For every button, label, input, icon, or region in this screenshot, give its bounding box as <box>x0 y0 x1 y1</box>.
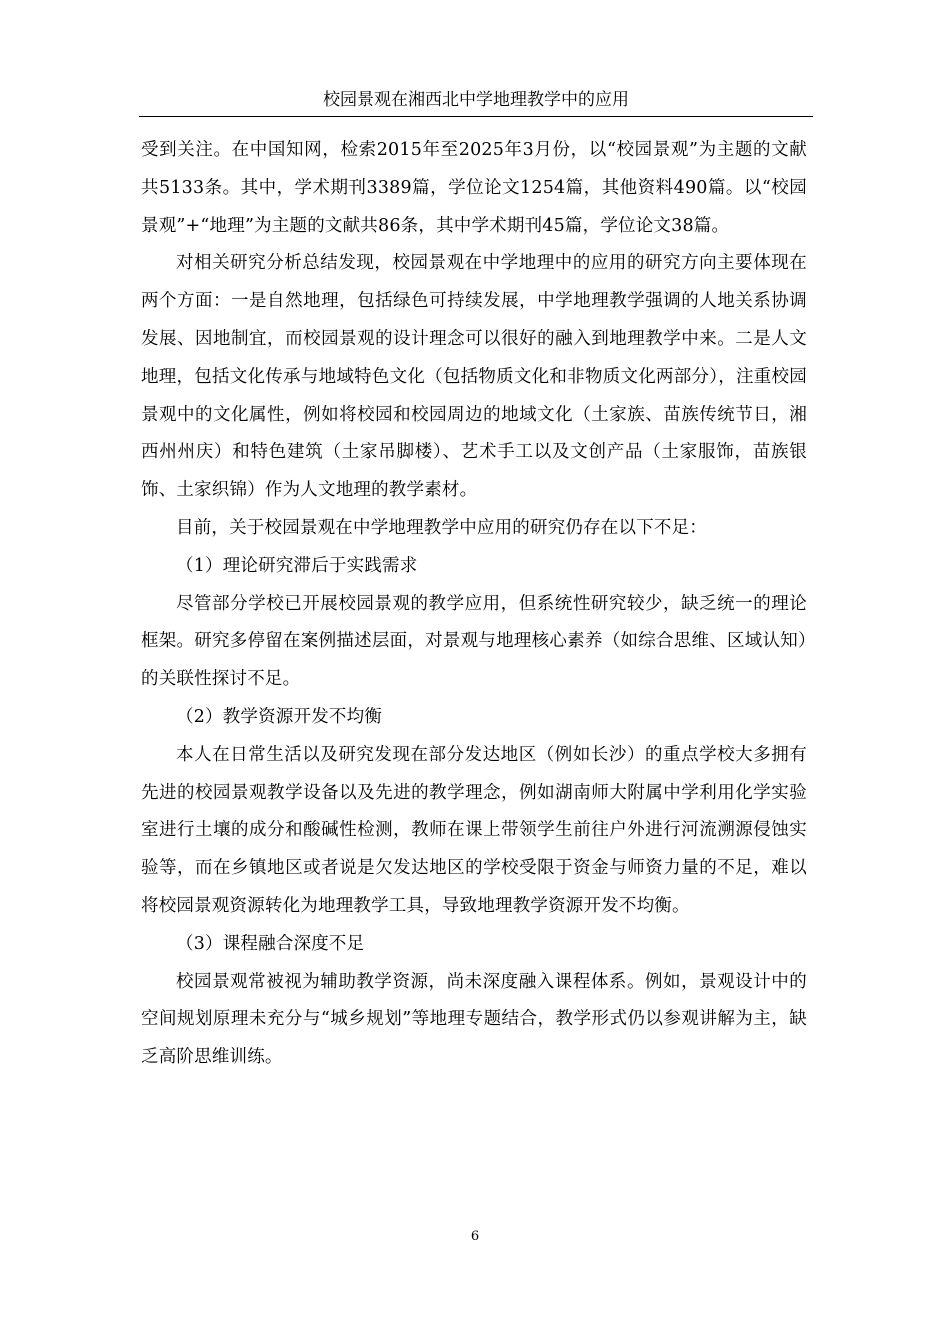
paragraph-continuation: 受到关注。在中国知网，检索2015年至2025年3月份，以“校园景观”为主题的文献共5133条。其中，学术期刊3389篇，学位论文1254篇，其他资料490篇。以“校园景观”+“地理”为主题的文献共86条，其中学术期刊45篇，学位论文38篇。 <box>141 140 807 236</box>
subheading-theory: （1）理论研究滞后于实践需求 <box>176 555 418 576</box>
running-header: 校园景观在湘西北中学地理教学中的应用 <box>323 90 629 110</box>
paragraph-shortcomings-intro: 目前，关于校园景观在中学地理教学中应用的研究仍存在以下不足： <box>176 517 707 538</box>
body-text <box>141 132 807 1077</box>
page-number: 6 <box>470 1229 480 1244</box>
paragraph-curriculum: 校园景观常被视为辅助教学资源，尚未深度融入课程体系。例如，景观设计中的空间规划原理未充分与“城乡规划”等地理专题结合，教学形式仍以参观讲解为主，缺乏高阶思维训练。 <box>141 971 807 1068</box>
paragraph-theory: 尽管部分学校已开展校园景观的教学应用，但系统性研究较少，缺乏统一的理论框架。研究多停留在案例描述层面，对景观与地理核心素养（如综合思维、区域认知）的关联性探讨不足。 <box>141 593 807 690</box>
paragraph-resources: 本人在日常生活以及研究发现在部分发达地区（例如长沙）的重点学校大多拥有先进的校园景观教学设备以及先进的教学理念，例如湖南师大附属中学利用化学实验室进行土壤的成分和酸碱性检测，教师在课上带领学生前往户外进行河流溯源侵蚀实验等，而在乡镇地区或者说是欠发达地区的学校受限于资金与师资力量的不足，难以将校园景观资源转化为地理教学工具，导致地理教学资源开发不均衡。 <box>141 744 807 916</box>
subheading-resources: （2）教学资源开发不均衡 <box>176 706 383 727</box>
subheading-curriculum: （3）课程融合深度不足 <box>176 933 365 954</box>
header-rule <box>139 116 813 117</box>
paragraph-research-directions: 对相关研究分析总结发现，校园景观在中学地理中的应用的研究方向主要体现在两个方面：一是自然地理，包括绿色可持续发展，中学地理教学强调的人地关系协调发展、因地制宜，而校园景观的设计理念可以很好的融入到地理教学中来。二是人文地理，包括文化传承与地域特色文化（包括物质文化和非物质文化两部分），注重校园景观中的文化属性，例如将校园和校园周边的地域文化（土家族、苗族传统节日，湘西州州庆）和特色建筑（土家吊脚楼）、艺术手工以及文创产品（土家服饰，苗族银饰、土家织锦）作为人文地理的教学素材。 <box>141 253 807 501</box>
